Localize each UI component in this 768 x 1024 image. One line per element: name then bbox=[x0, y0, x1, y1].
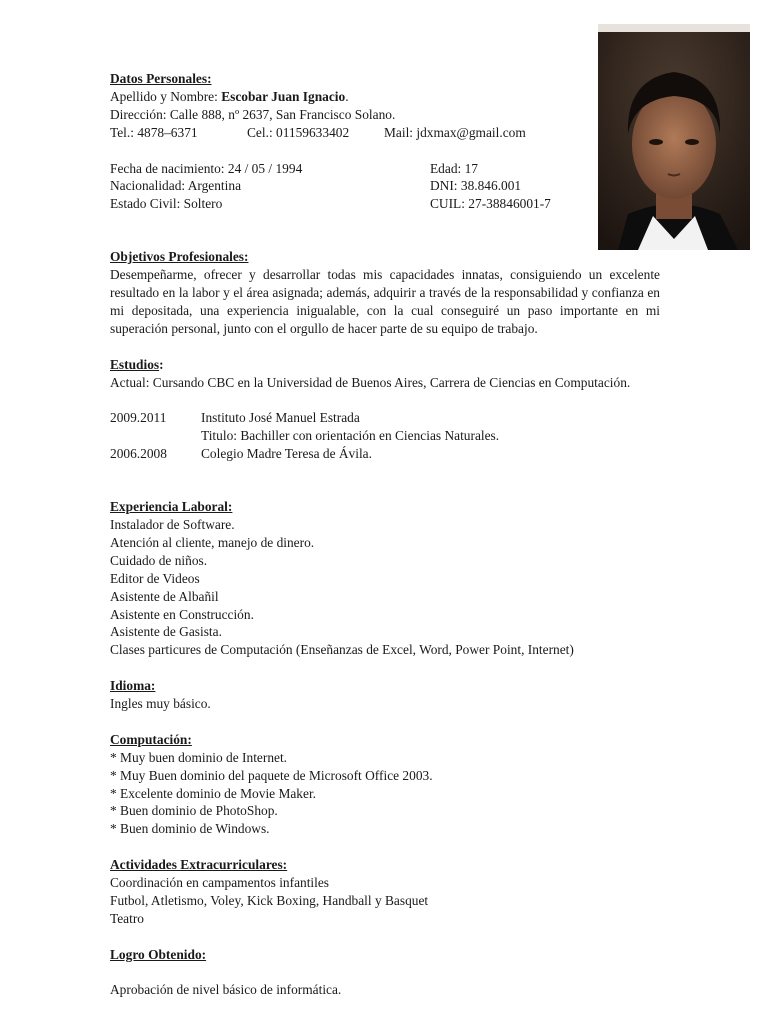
age: Edad: 17 bbox=[430, 160, 478, 176]
studies-entries bbox=[110, 409, 660, 463]
activities-header: Actividades Extracurriculares: bbox=[110, 857, 288, 873]
name-label: Apellido y Nombre: bbox=[110, 88, 222, 104]
computing-header: Computación: bbox=[110, 731, 192, 747]
experience-section bbox=[110, 498, 660, 659]
studies-header: Estudios bbox=[110, 356, 160, 372]
activities-section bbox=[110, 856, 660, 928]
name-end: . bbox=[345, 88, 349, 104]
language-header: Idioma: bbox=[110, 678, 156, 694]
experience-item: Asistente en Construcción. bbox=[110, 606, 254, 622]
computing-item: * Buen dominio de PhotoShop. bbox=[110, 803, 278, 819]
study-school: Instituto José Manuel Estrada bbox=[201, 410, 360, 426]
tel-text: Tel.: 4878–6371 bbox=[110, 124, 198, 140]
study-title: Titulo: Bachiller con orientación en Ciencias Naturales. bbox=[201, 428, 500, 444]
objectives-header: Objetivos Profesionales: bbox=[110, 249, 249, 265]
computing-item: * Buen dominio de Windows. bbox=[110, 821, 270, 837]
achievement-text: Aprobación de nivel básico de informática. bbox=[110, 982, 342, 998]
experience-item: Asistente de Gasista. bbox=[110, 624, 222, 640]
study-years: 2006.2008 bbox=[110, 446, 167, 462]
resume-document bbox=[110, 70, 660, 999]
experience-item: Editor de Videos bbox=[110, 570, 200, 586]
achievement-header: Logro Obtenido: bbox=[110, 946, 207, 962]
experience-item: Cuidado de niños. bbox=[110, 552, 208, 568]
studies-current: Actual: Cursando CBC en la Universidad de Buenos Aires, Carrera de Ciencias en Computación. bbox=[110, 374, 631, 390]
activity-item: Coordinación en campamentos infantiles bbox=[110, 875, 330, 891]
study-years: 2009.2011 bbox=[110, 410, 167, 426]
computing-item: * Muy Buen dominio del paquete de Microsoft Office 2003. bbox=[110, 767, 433, 783]
experience-header: Experiencia Laboral: bbox=[110, 499, 233, 515]
study-school: Colegio Madre Teresa de Ávila. bbox=[201, 446, 372, 462]
studies-header-colon: : bbox=[159, 356, 164, 372]
name-line bbox=[110, 88, 660, 106]
activity-item: Futbol, Atletismo, Voley, Kick Boxing, Handball y Basquet bbox=[110, 892, 429, 908]
achievement-section bbox=[110, 946, 660, 1000]
experience-item: Atención al cliente, manejo de dinero. bbox=[110, 534, 315, 550]
study-entry bbox=[110, 445, 660, 463]
computing-item: * Muy buen dominio de Internet. bbox=[110, 749, 288, 765]
birth-date: Fecha de nacimiento: 24 / 05 / 1994 bbox=[110, 160, 303, 176]
experience-item: Clases particures de Computación (Enseñanzas de Excel, Word, Power Point, Internet) bbox=[110, 642, 574, 658]
name-value: Escobar Juan Ignacio bbox=[221, 88, 346, 104]
studies-section bbox=[110, 356, 660, 463]
personal-section bbox=[110, 70, 660, 213]
experience-item: Instalador de Software. bbox=[110, 516, 235, 532]
activity-item: Teatro bbox=[110, 910, 145, 926]
computing-section bbox=[110, 731, 660, 838]
studies-header-line bbox=[110, 356, 660, 374]
cel-text: Cel.: 01159633402 bbox=[247, 124, 350, 140]
objectives-text: Desempeñarme, ofrecer y desarrollar todas mis capacidades innatas, consiguiendo un excelente resultado en la labor y el área asignada; además, adquirir a través de la responsabilidad y confianza en mi depositada, una experiencia inigualable, con la cual conseguiré un paso importante en mi superación personal, junto con el orgullo de hacer parte de su equipo de trabajo. bbox=[110, 267, 660, 336]
cuil: CUIL: 27-38846001-7 bbox=[430, 196, 551, 212]
address-line: Dirección: Calle 888, nº 2637, San Francisco Solano. bbox=[110, 106, 396, 122]
dni: DNI: 38.846.001 bbox=[430, 178, 522, 194]
personal-header: Datos Personales: bbox=[110, 71, 212, 86]
contact-line bbox=[110, 124, 660, 142]
computing-item: * Excelente dominio de Movie Maker. bbox=[110, 785, 317, 801]
nationality: Nacionalidad: Argentina bbox=[110, 178, 242, 194]
objectives-section bbox=[110, 248, 660, 338]
study-entry bbox=[110, 409, 660, 445]
experience-item: Asistente de Albañil bbox=[110, 588, 219, 604]
civil-status: Estado Civil: Soltero bbox=[110, 196, 223, 212]
language-text: Ingles muy básico. bbox=[110, 696, 211, 712]
language-section bbox=[110, 677, 660, 713]
personal-details bbox=[110, 160, 660, 214]
mail-text: Mail: jdxmax@gmail.com bbox=[384, 124, 526, 140]
